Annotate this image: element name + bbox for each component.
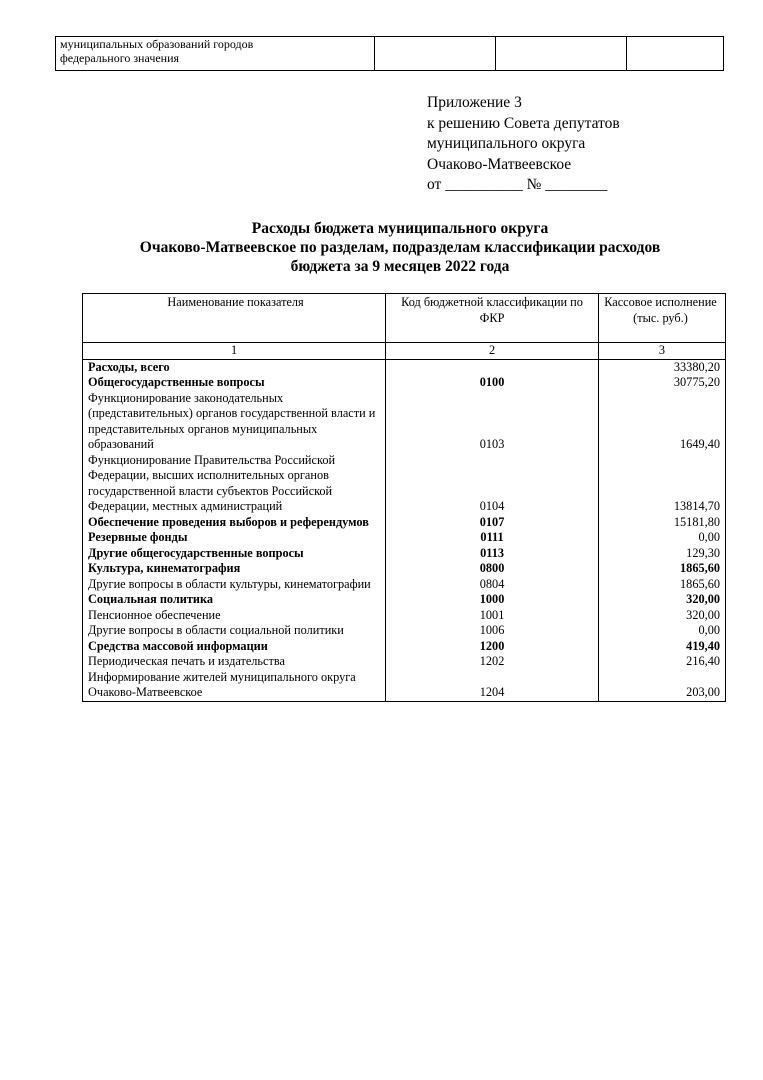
header-name: Наименование показателя [83,294,386,343]
appendix-district: Очаково-Матвеевское [427,155,572,173]
row-code: 0104 [386,453,599,515]
top-fragment-text: муниципальных образований городов федерального значения [56,37,375,71]
row-amount: 216,40 [598,654,725,670]
appendix-number: Приложение 3 [427,94,522,111]
row-amount: 13814,70 [598,453,725,515]
table-row [83,577,726,593]
row-code: 0100 [386,375,599,391]
row-name: Средства массовой информации [83,639,386,655]
row-amount: 1649,40 [598,391,725,453]
row-code: 0804 [386,577,599,593]
header-amount: Кассовое исполнение (тыс. руб.) [598,294,725,343]
top-fragment-cell-4 [627,37,724,71]
table-header-row [83,294,726,343]
row-name: Общегосударственные вопросы [83,375,386,391]
row-name: Другие вопросы в области социальной политики [83,623,386,639]
row-name: Социальная политика [83,592,386,608]
row-amount: 320,00 [598,608,725,624]
table-row [83,561,726,577]
row-name: Резервные фонды [83,530,386,546]
top-table-fragment [55,36,724,71]
row-name: Другие общегосударственные вопросы [83,546,386,562]
row-name: Другие вопросы в области культуры, кинематографии [83,577,386,593]
table-row [83,592,726,608]
top-fragment-cell-2 [375,37,496,71]
top-fragment-cell-3 [496,37,627,71]
table-row [83,546,726,562]
row-amount: 1865,60 [598,561,725,577]
row-amount: 129,30 [598,546,725,562]
table-row [83,391,726,453]
row-code: 0113 [386,546,599,562]
row-name: Культура, кинематография [83,561,386,577]
header-code: Код бюджетной классификации по ФКР [386,294,599,343]
row-code: 1200 [386,639,599,655]
row-code: 0103 [386,391,599,453]
table-body [83,359,726,701]
row-code: 1000 [386,592,599,608]
row-amount: 419,40 [598,639,725,655]
table-row [83,623,726,639]
row-amount: 33380,20 [598,359,725,375]
row-code [386,359,599,375]
row-name: Периодическая печать и издательства [83,654,386,670]
row-amount: 1865,60 [598,577,725,593]
document-title: Расходы бюджета муниципального округа Очаково-Матвеевское по разделам, подразделам классификации расходов бюджета за 9 месяцев 2022 года [139,220,661,275]
row-amount: 30775,20 [598,375,725,391]
row-name: Пенсионное обеспечение [83,608,386,624]
column-number: 1 [83,343,386,360]
appendix-block [427,93,620,196]
appendix-date-number: от __________ № ________ [427,176,608,193]
table-row [83,670,726,702]
row-name: Обеспечение проведения выборов и референдумов [83,515,386,531]
table-row [83,515,726,531]
row-code: 1202 [386,654,599,670]
row-name: Расходы, всего [83,359,386,375]
row-code: 0800 [386,561,599,577]
row-name: Информирование жителей муниципального округа Очаково-Матвеевское [83,670,386,702]
table-row [83,359,726,375]
table-row [83,639,726,655]
row-code: 1006 [386,623,599,639]
row-amount: 320,00 [598,592,725,608]
row-code: 1001 [386,608,599,624]
appendix-municipality: муниципального округа [427,135,586,152]
row-code: 0107 [386,515,599,531]
row-amount: 203,00 [598,670,725,702]
row-code: 0111 [386,530,599,546]
row-name: Функционирование законодательных (представительных) органов государственной власти и представительных органов муниципальных образований [83,391,386,453]
row-code: 1204 [386,670,599,702]
table-row [83,375,726,391]
column-number-row [83,343,726,360]
row-name: Функционирование Правительства Российской Федерации, высших исполнительных органов государственной власти субъектов Российской Федерации, местных администраций [83,453,386,515]
row-amount: 0,00 [598,623,725,639]
expenditure-table [82,293,726,702]
row-amount: 15181,80 [598,515,725,531]
table-row [83,453,726,515]
table-row [83,654,726,670]
column-number: 3 [598,343,725,360]
appendix-decision: к решению Совета депутатов [427,114,620,132]
column-number: 2 [386,343,599,360]
table-row [83,530,726,546]
table-row [83,608,726,624]
row-amount: 0,00 [598,530,725,546]
